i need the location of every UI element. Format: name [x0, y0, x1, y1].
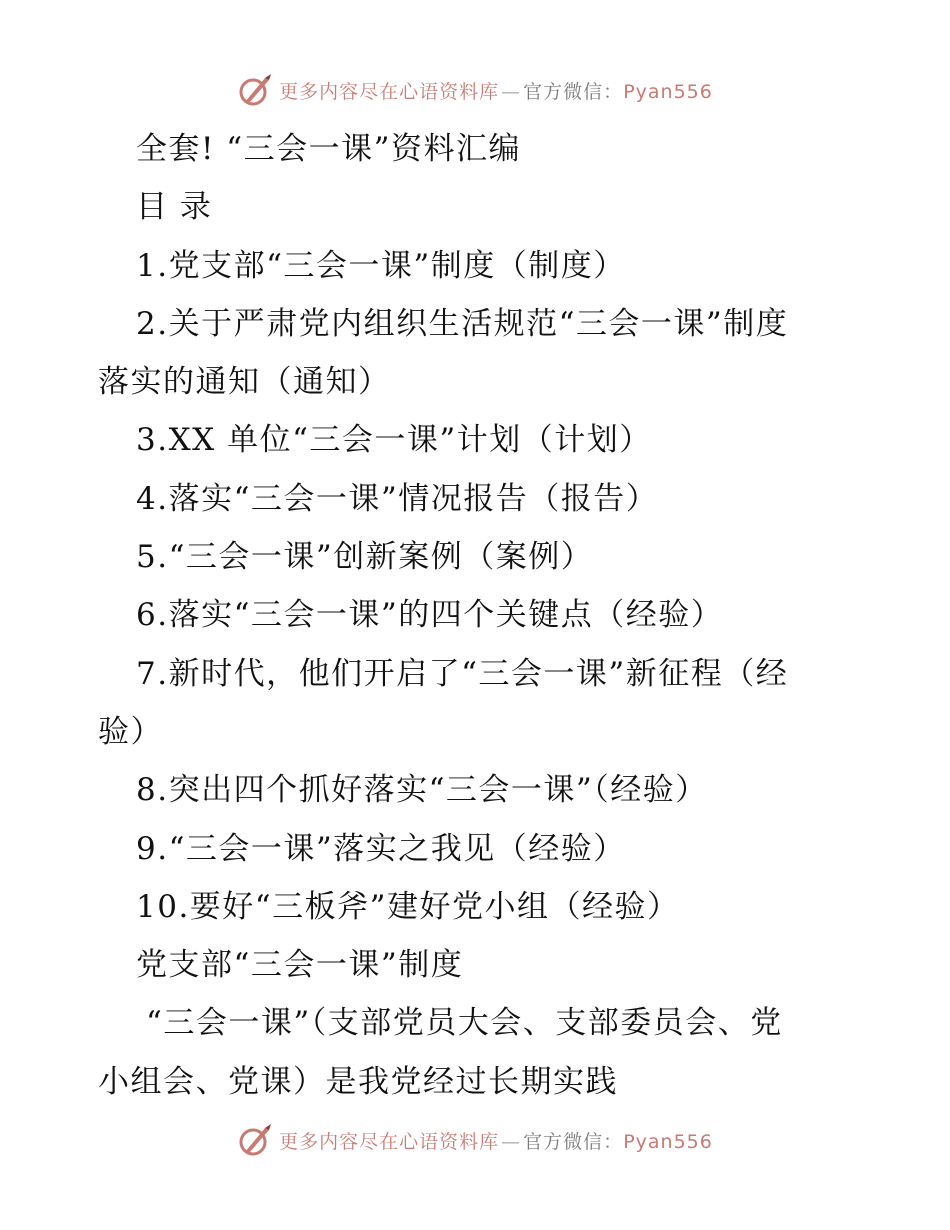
toc-item-4: 4.落实“三会一课”情况报告（报告） — [136, 480, 659, 517]
toc-item-7: 7.新时代，他们开启了“三会一课”新征程（经 — [136, 655, 789, 692]
watermark-wechat-label: 官方微信： — [523, 80, 624, 103]
watermark-wechat-id: Pyan556 — [623, 1130, 713, 1153]
document-body — [98, 120, 858, 1111]
toc-item-10: 10.要好“三板斧”建好党小组（经验） — [136, 888, 680, 925]
watermark-site-name: 更多内容尽在心语资料库 — [279, 80, 500, 103]
toc-item-3: 3.XX 单位“三会一课”计划（计划） — [136, 422, 652, 459]
watermark-text — [279, 77, 713, 104]
toc-item-2: 2.关于严肃党内组织生活规范“三会一课”制度 — [136, 305, 789, 342]
document-title: 全套! “三会一课”资料汇编 — [136, 131, 522, 167]
body-paragraph-line-1: “三会一课”（支部党员大会、支部委员会、党 — [146, 1005, 783, 1042]
watermark-dash: — — [501, 1130, 522, 1153]
toc-heading: 目 录 — [136, 189, 213, 226]
body-paragraph-line-2: 小组会、党课）是我党经过长期实践 — [98, 1063, 618, 1100]
toc-item-9: 9.“三会一课”落实之我见（经验） — [136, 830, 626, 867]
watermark-wechat-id: Pyan556 — [623, 80, 713, 103]
quill-pen-logo-icon — [237, 1122, 273, 1158]
watermark-wechat-label: 官方微信： — [523, 1130, 624, 1153]
toc-item-1: 1.党支部“三会一课”制度（制度） — [136, 247, 626, 284]
watermark-site-name: 更多内容尽在心语资料库 — [279, 1130, 500, 1153]
toc-item-5: 5.“三会一课”创新案例（案例） — [136, 539, 594, 576]
toc-item-6: 6.落实“三会一课”的四个关键点（经验） — [136, 597, 724, 634]
quill-pen-logo-icon — [237, 72, 273, 108]
watermark-dash: — — [501, 80, 522, 103]
header-watermark — [0, 68, 950, 112]
section-heading: 党支部“三会一课”制度 — [136, 947, 464, 984]
toc-item-7-continued: 验） — [98, 713, 163, 750]
toc-item-8: 8.突出四个抓好落实“三会一课”（经验） — [136, 772, 708, 809]
watermark-text — [279, 1127, 713, 1154]
toc-item-2-continued: 落实的通知（通知） — [98, 364, 391, 401]
footer-watermark — [0, 1118, 950, 1162]
